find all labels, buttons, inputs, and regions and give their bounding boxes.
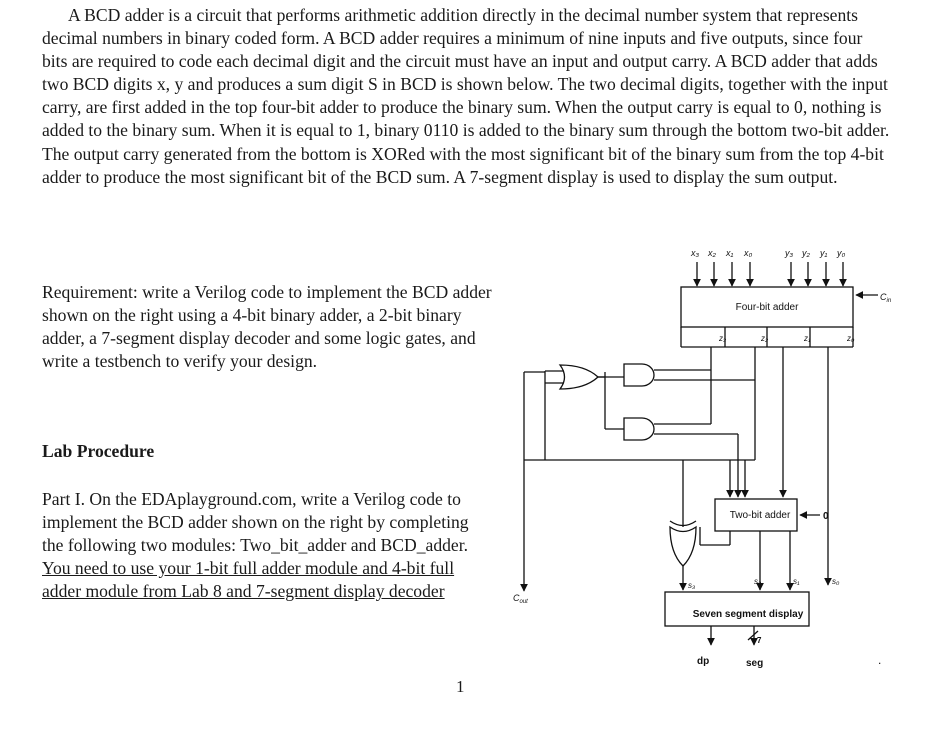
- z0-label: z₀: [847, 334, 855, 343]
- s2-label: s₂: [754, 577, 762, 586]
- cin-sub: in: [886, 298, 892, 304]
- s3-label: s₃: [688, 581, 696, 590]
- y0-label: y₀: [837, 248, 846, 258]
- or-gate: [560, 365, 598, 389]
- dp-label: dp: [697, 656, 710, 667]
- two-bit-adder-label: Two-bit adder: [729, 510, 791, 521]
- x2-label: x₂: [708, 248, 716, 258]
- four-bit-adder-label: Four-bit adder: [735, 302, 799, 313]
- xor-gate: [670, 527, 696, 566]
- x0-label: x₀: [744, 248, 753, 258]
- y3-label: y₃: [785, 248, 794, 258]
- zero-input-label: 0: [823, 511, 829, 522]
- x1-label: x₁: [726, 248, 734, 258]
- cin-label: [880, 292, 892, 304]
- requirement-paragraph: Requirement: write a Verilog code to implement the BCD adder shown on the right using a 4-bit binary adder, a 2-bit binary adder, a 7-segment display decoder and some logic gates, and write a testbench to verify your design.: [42, 282, 492, 372]
- cout-main: C: [513, 593, 520, 603]
- z1-label: z₁: [804, 334, 811, 343]
- intro-paragraph: A BCD adder is a circuit that performs arithmetic addition directly in the decimal number system that represents decimal numbers in binary coded form. A BCD adder requires a minimum of nine inputs and five outputs, since four bits are required to code each decimal digit and the circuit must have an input and output carry. A BCD adder that adds two BCD digits x, y and produces a sum digit S in BCD is shown below. The two decimal digits, together with the input carry, are first added in the top four-bit adder to produce the binary sum. When the output carry is equal to 0, nothing is added to the binary sum. When it is equal to 1, binary 0110 is added to the binary sum through the bottom two-bit adder. The output carry generated from the bottom is XORed with the most significant bit of the binary sum from the top 4-bit adder to produce the most significant bit of the BCD sum. A 7-segment display is used to display the sum output.: [42, 5, 890, 187]
- y1-label: y₁: [820, 248, 828, 258]
- bus-width-label: 7: [757, 636, 762, 645]
- s0-label: s₀: [832, 577, 840, 586]
- stray-dot: .: [878, 653, 882, 667]
- z2-label: z₂: [761, 334, 769, 343]
- and-gate-bottom: [624, 418, 654, 440]
- x3-label: x₃: [691, 248, 700, 258]
- s1-label: s₁: [793, 577, 800, 586]
- cout-label: [513, 593, 528, 605]
- cout-sub: out: [519, 599, 528, 605]
- z3-label: z₃: [719, 334, 727, 343]
- seven-seg-label: Seven segment display: [692, 609, 804, 620]
- lab-procedure-heading: Lab Procedure: [42, 441, 155, 461]
- part-one-text: Part I. On the EDAplayground.com, write a Verilog code to implement the BCD adder shown on the right by completing the following two modules: Two_bit_adder and BCD_adder.: [42, 489, 469, 556]
- page-number: 1: [456, 677, 465, 696]
- seg-label: seg: [746, 658, 764, 669]
- y2-label: y₂: [802, 248, 810, 258]
- part-one-underlined: You need to use your 1-bit full adder module and 4-bit full adder module from Lab 8 and 7-segment display decoder: [42, 558, 455, 602]
- and-gate-top: [624, 364, 654, 386]
- cin-main: C: [880, 292, 887, 302]
